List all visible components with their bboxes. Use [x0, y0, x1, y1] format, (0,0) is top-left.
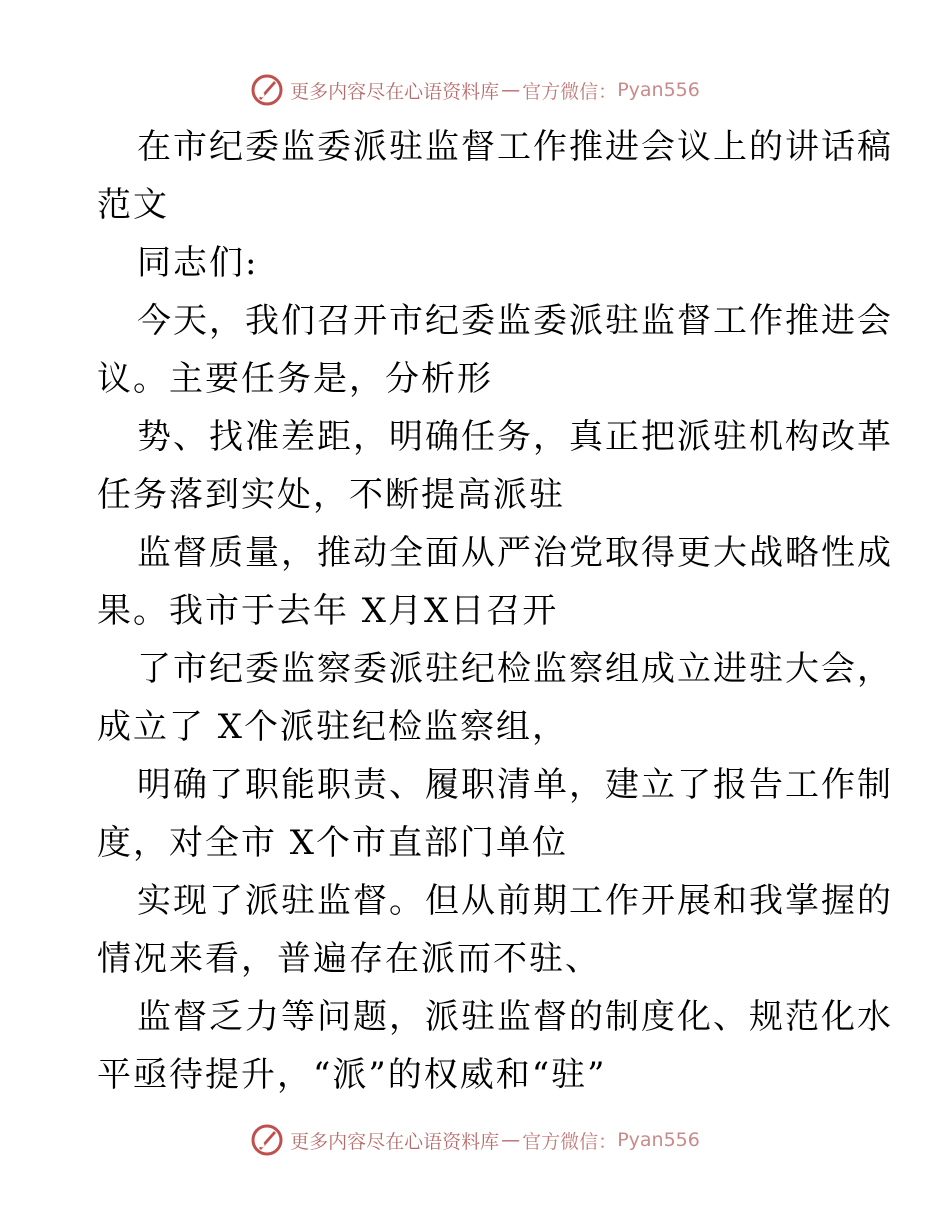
watermark-brand: 更多内容尽在心语资料库	[290, 80, 500, 103]
watermark-contact-label: 官方微信：	[522, 80, 618, 103]
watermark-account: Pyan556	[617, 79, 700, 101]
body-text-line: 明确了职能职责、履职清单，建立了报告工作制	[137, 765, 893, 805]
salutation-line: 同志们:	[137, 243, 259, 283]
body-text-line: 平亟待提升，“派”的权威和“驻”	[97, 1055, 607, 1095]
watermark-separator: —	[501, 1129, 521, 1151]
body-text-line: 实现了派驻监督。但从前期工作开展和我掌握的	[137, 881, 893, 921]
quill-pen-logo-icon	[250, 1123, 284, 1157]
watermark-contact-label: 官方微信：	[522, 1130, 618, 1153]
body-text-line: 果。我市于去年 X月X日召开	[97, 591, 559, 631]
body-text-line: 今天，我们召开市纪委监委派驻监督工作推进会	[137, 301, 893, 341]
watermark-account: Pyan556	[617, 1129, 700, 1151]
body-text-line: 情况来看，普遍存在派而不驻、	[97, 939, 601, 979]
body-text-line: 成立了 X个派驻纪检监察组，	[97, 707, 569, 747]
body-text-line: 监督乏力等问题，派驻监督的制度化、规范化水	[137, 997, 893, 1037]
document-title-line: 范文	[97, 185, 169, 225]
body-text-line: 议。主要任务是，分析形	[97, 359, 493, 399]
document-body	[97, 118, 893, 1104]
watermark-separator: —	[501, 79, 521, 101]
body-text-line: 势、找准差距，明确任务，真正把派驻机构改革	[137, 417, 893, 457]
body-text-line: 任务落到实处，不断提高派驻	[97, 475, 565, 515]
watermark-brand: 更多内容尽在心语资料库	[290, 1130, 500, 1153]
body-text-line: 了市纪委监察委派驻纪检监察组成立进驻大会，	[137, 649, 893, 689]
quill-pen-logo-icon	[250, 73, 284, 107]
footer-watermark	[0, 1120, 950, 1160]
document-title-line: 在市纪委监委派驻监督工作推进会议上的讲话稿	[137, 127, 893, 167]
header-watermark	[0, 70, 950, 110]
body-text-line: 度，对全市 X个市直部门单位	[97, 823, 569, 863]
body-text-line: 监督质量，推动全面从严治党取得更大战略性成	[137, 533, 893, 573]
